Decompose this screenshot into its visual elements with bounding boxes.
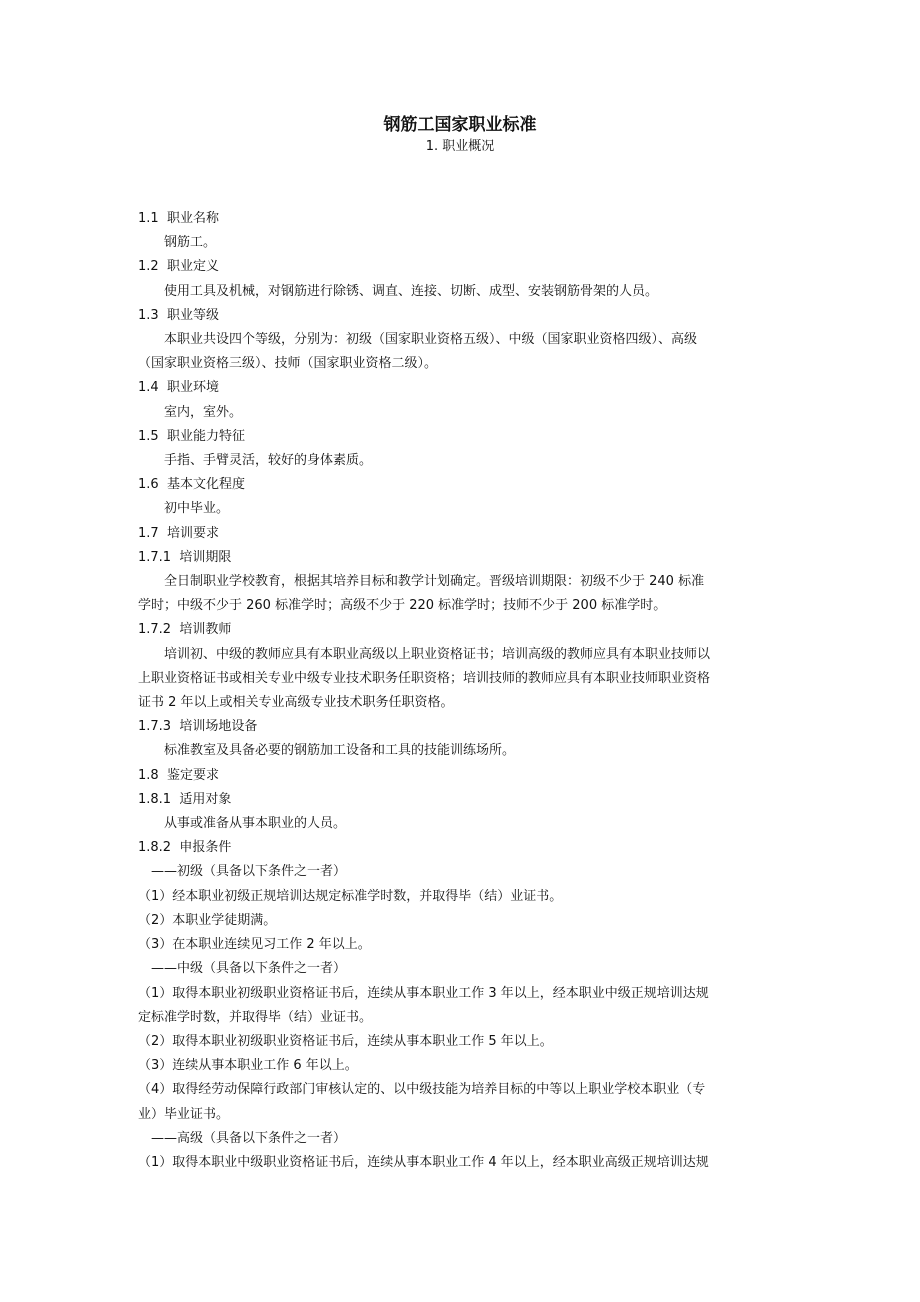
body-text-line: 上职业资格证书或相关专业中级专业技术职务任职资格；培训技师的教师应具有本职业技师职业资格	[138, 670, 711, 686]
body-text-line: 业）毕业证书。	[138, 1106, 230, 1122]
body-text-line: 手指、手臂灵活，较好的身体素质。	[164, 453, 373, 469]
section-heading: 1.8.1 适用对象	[138, 791, 232, 807]
body-text-line: 初中毕业。	[164, 501, 230, 517]
body-text-line: 培训初、中级的教师应具有本职业高级以上职业资格证书；培训高级的教师应具有本职业技师以	[164, 646, 711, 662]
section-heading: 1.7.1 培训期限	[138, 549, 232, 565]
body-text-line: ——初级（具备以下条件之一者）	[151, 864, 347, 880]
section-heading: 1.8 鉴定要求	[138, 767, 219, 783]
body-text-line: 证书 2 年以上或相关专业高级专业技术职务任职资格。	[138, 695, 454, 711]
body-text-line: （2）取得本职业初级职业资格证书后，连续从事本职业工作 5 年以上。	[138, 1033, 553, 1049]
section-heading: 1.3 职业等级	[138, 307, 219, 323]
body-text-line: 全日制职业学校教育，根据其培养目标和教学计划确定。晋级培训期限：初级不少于 240 标准	[164, 574, 705, 590]
body-text-line: （1）经本职业初级正规培训达规定标准学时数，并取得毕（结）业证书。	[138, 888, 563, 904]
section-heading: 1.4 职业环境	[138, 380, 219, 396]
body-text-line: （国家职业资格三级）、技师（国家职业资格二级）。	[138, 356, 438, 372]
body-text-line: （2）本职业学徒期满。	[138, 912, 277, 928]
section-heading: 1.5 职业能力特征	[138, 428, 245, 444]
body-text-line: （3）连续从事本职业工作 6 年以上。	[138, 1058, 358, 1074]
body-text-line: 学时；中级不少于 260 标准学时；高级不少于 220 标准学时；技师不少于 200 标准学时。	[138, 598, 667, 614]
body-text-line: 使用工具及机械，对钢筋进行除锈、调直、连接、切断、成型、安装钢筋骨架的人员。	[164, 283, 659, 299]
document-body	[138, 207, 782, 1175]
body-text-line: 室内，室外。	[164, 404, 243, 420]
body-text-line: ——中级（具备以下条件之一者）	[151, 961, 347, 977]
body-text-line: ——高级（具备以下条件之一者）	[151, 1130, 347, 1146]
body-text-line: 定标准学时数，并取得毕（结）业证书。	[138, 1009, 373, 1025]
section-heading: 1.7.2 培训教师	[138, 622, 232, 638]
section-heading: 1.1 职业名称	[138, 211, 219, 226]
section-heading: 1.6 基本文化程度	[138, 477, 245, 493]
body-text-line: （3）在本职业连续见习工作 2 年以上。	[138, 937, 371, 953]
body-text-line: （4）取得经劳动保障行政部门审核认定的、以中级技能为培养目标的中等以上职业学校本职业（专	[138, 1082, 706, 1098]
section-heading: 1.8.2 申报条件	[138, 840, 232, 856]
body-text-line: （1）取得本职业中级职业资格证书后，连续从事本职业工作 4 年以上，经本职业高级正规培训达规	[138, 1154, 709, 1170]
section-heading: 1.7 培训要求	[138, 525, 219, 541]
body-text-line: 钢筋工。	[164, 235, 217, 251]
body-text-line: 标准教室及具备必要的钢筋加工设备和工具的技能训练场所。	[164, 743, 516, 759]
section-heading: 1.2 职业定义	[138, 259, 219, 275]
section-heading: 1.7.3 培训场地设备	[138, 719, 258, 735]
body-text-line: 本职业共设四个等级，分别为：初级（国家职业资格五级）、中级（国家职业资格四级）、高级	[164, 332, 698, 348]
chapter-heading: 1. 职业概况	[425, 139, 495, 154]
body-text-line: （1）取得本职业初级职业资格证书后，连续从事本职业工作 3 年以上，经本职业中级正规培训达规	[138, 985, 709, 1001]
document-title: 钢筋工国家职业标准	[383, 115, 537, 135]
body-text-line: 从事或准备从事本职业的人员。	[164, 816, 347, 832]
